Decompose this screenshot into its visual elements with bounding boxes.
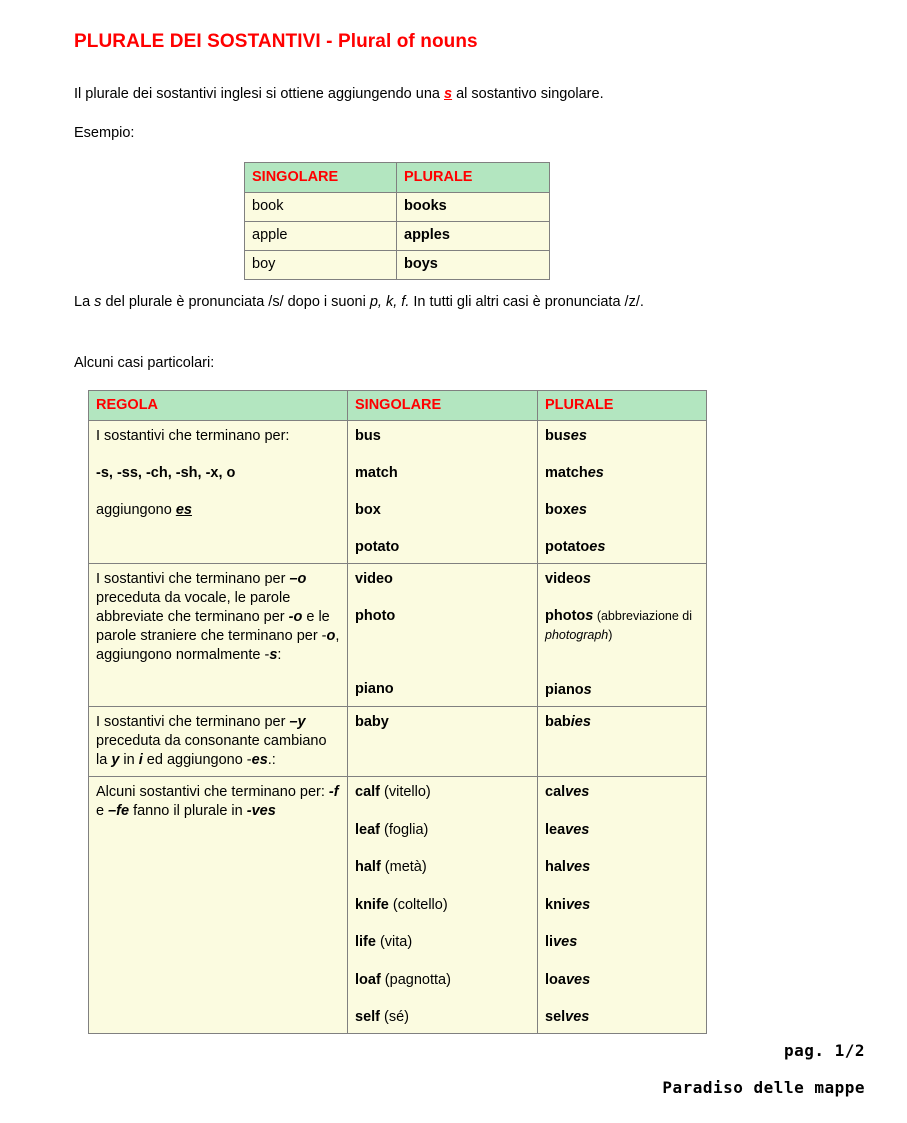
- plural-word: [545, 427, 699, 446]
- plural-suffix: ves: [565, 859, 591, 875]
- plural-stem: piano: [545, 682, 584, 698]
- cell-rule: [89, 421, 348, 564]
- cell-plurals: [538, 777, 707, 1034]
- plural-suffix: ves: [565, 1009, 590, 1025]
- singular-word: [355, 896, 530, 915]
- spacer: [545, 663, 699, 681]
- table-row: [245, 222, 550, 251]
- singular-word: [355, 821, 530, 840]
- rule-part-2: preceduta da vocale, le parole abbreviate che terminano per: [96, 590, 291, 625]
- singular-term: half: [355, 859, 381, 875]
- plural-word: [545, 538, 699, 557]
- singular-term: loaf: [355, 971, 381, 988]
- rule-part-1: Alcuni sostantivi che terminano per:: [96, 784, 329, 800]
- rule-line-3-suffix: es: [175, 502, 192, 518]
- plural-stem: match: [545, 465, 588, 481]
- cell-singulars: [348, 564, 538, 707]
- plural-word: [545, 1008, 699, 1027]
- pronunciation-part1: La: [74, 294, 95, 310]
- table-header-row: [89, 391, 707, 421]
- column-header-singolare: SINGOLARE: [245, 163, 397, 193]
- spacer: [355, 589, 530, 607]
- rule-line-3: [96, 501, 340, 520]
- plural-stem: lea: [545, 821, 566, 838]
- plural-stem: sel: [545, 1009, 566, 1025]
- rule-line-2: -s, -ss, -ch, -sh, -x, o: [96, 465, 236, 481]
- cell-plural: apples: [397, 222, 550, 251]
- singular-word: bus: [355, 428, 381, 444]
- rule-part-2: preceduta da consonante cambiano la: [96, 733, 327, 768]
- table-row-rule-es: [89, 421, 707, 564]
- rule-spacer: [96, 446, 340, 464]
- rule-bold-1: -f: [328, 784, 339, 800]
- rule-line-3-prefix: aggiungono: [96, 502, 176, 518]
- cell-rule: [89, 777, 348, 1034]
- pronunciation-paragraph: [74, 292, 834, 312]
- singular-gloss: (metà): [380, 859, 427, 875]
- singular-gloss: (vita): [375, 934, 413, 950]
- example-label: Esempio:: [74, 125, 135, 141]
- singular-word: photo: [355, 608, 396, 624]
- table-row: [245, 193, 550, 222]
- cell-plurals: [538, 564, 707, 707]
- rule-part-5: .:: [267, 752, 276, 768]
- singular-gloss: (foglia): [380, 821, 429, 838]
- plural-stem: hal: [545, 859, 566, 875]
- singular-word: [355, 971, 530, 990]
- singular-gloss: (sé): [380, 1009, 409, 1025]
- column-header-singolare: SINGOLARE: [348, 391, 538, 421]
- singular-word: [355, 933, 530, 952]
- table-row-rule-y: [89, 707, 707, 777]
- column-header-plurale: PLURALE: [538, 391, 707, 421]
- singular-term: knife: [355, 896, 389, 913]
- intro-text-after: al sostantivo singolare.: [452, 86, 604, 102]
- intro-paragraph: [74, 84, 774, 104]
- singular-term: life: [355, 934, 376, 950]
- singular-word: baby: [355, 714, 389, 730]
- cell-singulars: [348, 707, 538, 777]
- plural-word: [545, 681, 699, 700]
- plural-word: [545, 607, 699, 645]
- rule-bold-4: s: [269, 647, 278, 663]
- plural-stem: li: [545, 934, 554, 950]
- singular-term: leaf: [355, 821, 380, 838]
- cell-plural: boys: [397, 251, 550, 280]
- cell-singular: book: [245, 193, 397, 222]
- plural-suffix: s: [585, 608, 594, 624]
- rule-bold-1: –o: [289, 571, 307, 587]
- plural-suffix: s: [583, 682, 592, 698]
- plural-word: [545, 821, 699, 840]
- rule-bold-1: –y: [289, 714, 306, 730]
- singular-word: match: [355, 465, 398, 481]
- plural-suffix: s: [582, 571, 591, 587]
- plural-word: [545, 501, 699, 520]
- table-row: [245, 251, 550, 280]
- rules-table: [88, 390, 707, 1034]
- cell-plural: books: [397, 193, 550, 222]
- singular-gloss: (vitello): [380, 784, 431, 800]
- plural-note-post: ): [608, 628, 613, 642]
- column-header-regola: REGOLA: [89, 391, 348, 421]
- footer-site-name: Paradiso delle mappe: [662, 1078, 865, 1097]
- cell-singular: boy: [245, 251, 397, 280]
- cell-singulars: [348, 777, 538, 1034]
- pronunciation-italic-s: s: [94, 294, 102, 310]
- plural-stem: loa: [545, 971, 566, 988]
- rule-part-2: e: [96, 803, 109, 819]
- cell-plurals: [538, 707, 707, 777]
- singular-word: potato: [355, 539, 400, 555]
- rule-part-5: :: [277, 647, 282, 663]
- cell-singular: apple: [245, 222, 397, 251]
- rule-bold-2: y: [111, 752, 120, 768]
- plural-suffix: ves: [565, 821, 590, 838]
- pronunciation-part3: In tutti gli altri casi è pronunciata /z/.: [409, 294, 644, 310]
- plural-suffix: ves: [565, 896, 591, 913]
- plural-stem: bu: [545, 428, 563, 444]
- intro-highlight-s: s: [444, 86, 453, 102]
- rule-bold-3: -ves: [246, 803, 276, 819]
- singular-gloss: (pagnotta): [380, 971, 451, 988]
- table-row-rule-o: [89, 564, 707, 707]
- plural-suffix: es: [587, 465, 604, 481]
- rule-bold-2: -o: [288, 609, 303, 625]
- example-table: [244, 162, 550, 280]
- plural-stem: box: [545, 502, 571, 518]
- plural-suffix: ves: [565, 784, 590, 800]
- cell-plurals: [538, 421, 707, 564]
- rule-part-1: I sostantivi che terminano per: [96, 714, 290, 730]
- plural-stem: photo: [545, 608, 586, 624]
- rule-bold-3: i: [138, 752, 143, 768]
- plural-word: [545, 783, 699, 802]
- plural-stem: video: [545, 571, 583, 587]
- intro-text-before: Il plurale dei sostantivi inglesi si ottiene aggiungendo una: [74, 86, 444, 102]
- plural-stem: cal: [545, 784, 566, 800]
- column-header-plurale: PLURALE: [397, 163, 550, 193]
- singular-term: calf: [355, 784, 380, 800]
- cell-rule: [89, 707, 348, 777]
- cell-singulars: [348, 421, 538, 564]
- singular-term: self: [355, 1009, 380, 1025]
- page-title-english: - Plural of nouns: [326, 31, 478, 52]
- rule-part-3: in: [119, 752, 139, 768]
- singular-word: piano: [355, 681, 394, 697]
- page-title: [74, 31, 478, 53]
- plural-word: [545, 896, 699, 915]
- footer-page-number: pag. 1/2: [783, 1041, 865, 1060]
- plural-suffix: ves: [565, 971, 591, 988]
- spacer: [355, 662, 530, 680]
- plural-suffix: ies: [570, 714, 591, 730]
- singular-word: [355, 1008, 530, 1027]
- page-title-italian: PLURALE DEI SOSTANTIVI: [74, 31, 327, 52]
- plural-suffix: ves: [553, 934, 578, 950]
- plural-note-pre: (abbreviazione di: [593, 609, 693, 623]
- singular-word: video: [355, 571, 393, 587]
- plural-word: [545, 933, 699, 952]
- plural-suffix: ses: [562, 428, 587, 444]
- rule-bold-2: –fe: [108, 803, 130, 819]
- singular-word: box: [355, 502, 381, 518]
- spacer: [545, 645, 699, 663]
- rule-bold-3: o: [326, 628, 336, 644]
- special-cases-label: Alcuni casi particolari:: [74, 355, 215, 371]
- table-header-row: [245, 163, 550, 193]
- table-row-rule-ves: [89, 777, 707, 1034]
- rule-line-1: I sostantivi che terminano per:: [96, 428, 290, 444]
- plural-suffix: es: [589, 539, 606, 555]
- pronunciation-sounds: p, k, f.: [369, 294, 410, 310]
- plural-note-word: photograph: [545, 628, 609, 642]
- cell-rule: [89, 564, 348, 707]
- rule-part-3: e le parole straniere che terminano per -: [96, 609, 330, 644]
- singular-word: [355, 783, 530, 802]
- plural-word: [545, 713, 699, 732]
- plural-suffix: es: [570, 502, 587, 518]
- spacer: [355, 626, 530, 644]
- plural-stem: kni: [545, 896, 566, 913]
- spacer: [355, 644, 530, 662]
- plural-stem: potato: [545, 539, 590, 555]
- plural-word: [545, 464, 699, 483]
- rule-spacer: [96, 483, 340, 501]
- spacer: [545, 589, 699, 607]
- rule-bold-4: es: [251, 752, 268, 768]
- plural-word: [545, 858, 699, 877]
- singular-word: [355, 858, 530, 877]
- rule-part-4: ed aggiungono -: [142, 752, 252, 768]
- plural-stem: bab: [545, 714, 571, 730]
- rule-part-1: I sostantivi che terminano per: [96, 571, 290, 587]
- singular-gloss: (coltello): [388, 896, 448, 913]
- plural-word: [545, 570, 699, 589]
- plural-word: [545, 971, 699, 990]
- rule-part-4: , aggiungono normalmente -: [96, 628, 340, 663]
- pronunciation-part2: del plurale è pronunciata /s/ dopo i suoni: [101, 294, 370, 310]
- rule-part-3: fanno il plurale in: [129, 803, 247, 819]
